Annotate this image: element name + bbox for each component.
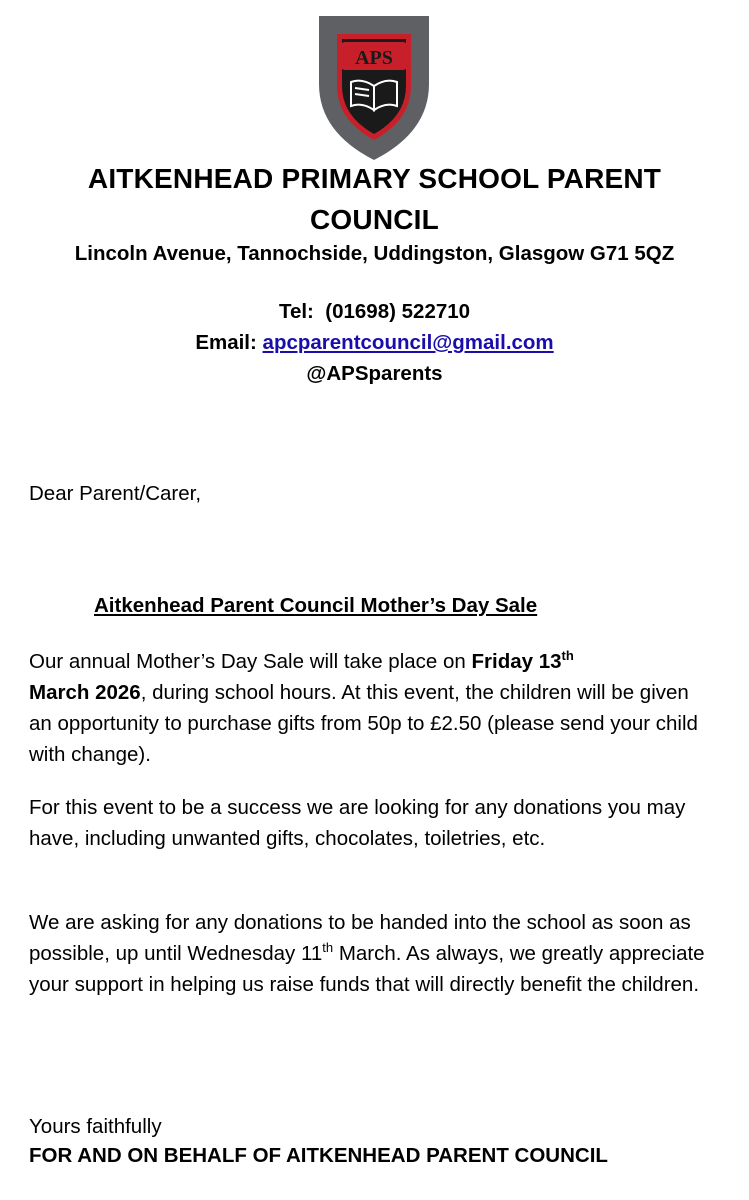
school-crest-logo — [317, 14, 431, 162]
paragraph-donations: For this event to be a success we are looking for any donations you may have, including unwanted gifts, chocolates, toiletries, etc. — [29, 796, 686, 850]
school-title: AITKENHEAD PRIMARY SCHOOL PARENT COUNCIL — [87, 163, 662, 235]
paragraph-sale-details — [29, 646, 709, 770]
email-label: Email: — [195, 331, 257, 354]
para3-post: March. As always, we greatly appreciate your support in helping us raise funds that will directly benefit the children. — [29, 942, 705, 996]
email-link[interactable]: apcparentcouncil@gmail.com — [262, 331, 554, 354]
para3-pre: We are asking for any donations to be handed into the school as soon as possible, up until Wednesday 11 — [29, 911, 691, 965]
para1-post: , during school hours. At this event, the children will be given an opportunity to purchase gifts from 50p to £2.50 (please send your child with change). — [29, 681, 698, 766]
tel-value: (01698) 522710 — [325, 300, 471, 323]
paragraph-deadline — [29, 907, 709, 1000]
salutation: Dear Parent/Carer, — [29, 482, 202, 505]
aps-banner-text: APS — [355, 47, 393, 69]
email-line — [30, 327, 719, 359]
sale-date: Friday 13th March 2026 — [29, 648, 574, 704]
school-address: Lincoln Avenue, Tannochside, Uddingston, Glasgow G71 5QZ — [74, 242, 675, 265]
letter-heading: Aitkenhead Parent Council Mother’s Day Sale — [94, 594, 538, 617]
closing-line: Yours faithfully — [29, 1115, 162, 1138]
twitter-handle: @APSparents — [306, 362, 443, 385]
para1-pre: Our annual Mother’s Day Sale will take place on — [29, 650, 472, 673]
telephone-line — [30, 296, 719, 328]
tel-label: Tel: — [278, 300, 314, 323]
para3-sup: th — [322, 940, 334, 956]
closing — [29, 1112, 709, 1170]
signature-line: FOR AND ON BEHALF OF AITKENHEAD PARENT COUNCIL — [29, 1144, 608, 1167]
